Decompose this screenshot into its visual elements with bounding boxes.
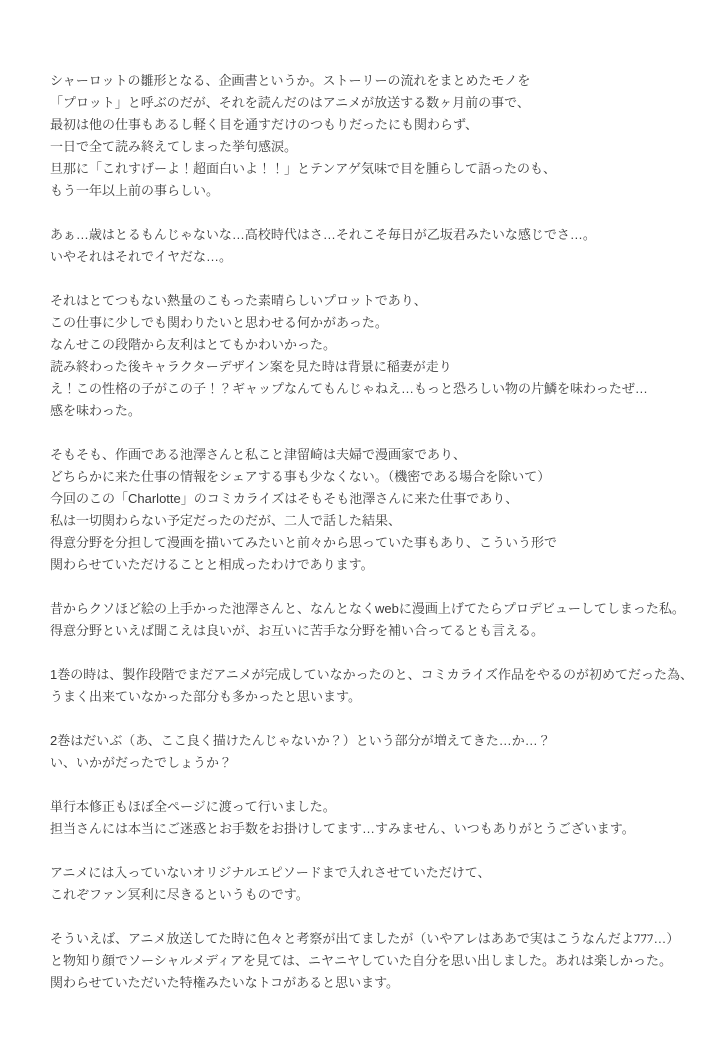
paragraph-9 — [50, 862, 666, 906]
text-line: い、いかがだったでしょうか？ — [50, 755, 233, 770]
paragraph-2 — [50, 224, 666, 268]
paragraph-4 — [50, 444, 666, 576]
text-line: 私は一切関わらない予定だったのだが、二人で話した結果、 — [50, 513, 402, 528]
text-line: うまく出来ていなかった部分も多かったと思います。 — [50, 689, 361, 704]
text-line: 読み終わった後キャラクターデザイン案を見た時は背景に稲妻が走り — [50, 359, 452, 374]
text-line: これぞファン冥利に尽きるというものです。 — [50, 887, 309, 902]
paragraph-6 — [50, 664, 694, 708]
text-line: 関わらせていただいた特権みたいなトコがあると思います。 — [50, 975, 400, 990]
paragraph-8 — [50, 796, 666, 840]
text-line: この仕事に少しでも関わりたいと思わせる何かがあった。 — [50, 315, 388, 330]
text-line: 最初は他の仕事もあるし軽く目を通すだけのつもりだったにも関わらず、 — [50, 117, 478, 132]
text-line: 昔からクソほど絵の上手かった池澤さんと、なんとなくwebに漫画上げてたらプロデビューしてしまった私。 — [50, 601, 685, 616]
text-line: 一日で全て読み終えてしまった挙句感涙。 — [50, 139, 298, 154]
text-line: 感を味わった。 — [50, 403, 141, 418]
text-line: そういえば、アニメ放送してた時に色々と考察が出てましたが（いやアレはああで実はこうなんだよﾌﾌﾌ…） — [50, 931, 680, 946]
text-line: どちらかに来た仕事の情報をシェアする事も少なくない。（機密である場合を除いて） — [50, 469, 551, 484]
text-line: シャーロットの雛形となる、企画書というか。ストーリーの流れをまとめたモノを — [50, 73, 531, 88]
paragraph-5 — [50, 598, 685, 642]
document-body — [50, 70, 694, 994]
paragraph-3 — [50, 290, 666, 422]
text-line: 単行本修正もほぼ全ページに渡って行いました。 — [50, 799, 336, 814]
text-line: それはとてつもない熱量のこもった素晴らしいプロットであり、 — [50, 293, 427, 308]
text-line: アニメには入っていないオリジナルエピソードまで入れさせていただけて、 — [50, 865, 491, 880]
text-line: いやそれはそれでイヤだな…。 — [50, 249, 233, 264]
text-line: 得意分野を分担して漫画を描いてみたいと前々から思っていた事もあり、こういう形で — [50, 535, 558, 550]
paragraph-10 — [50, 928, 680, 994]
text-line: 得意分野といえば聞こえは良いが、お互いに苦手な分野を補い合ってるとも言える。 — [50, 623, 545, 638]
text-line: 旦那に「これすげーよ！超面白いよ！！」とテンアゲ気味で目を腫らして語ったのも、 — [50, 161, 556, 176]
text-line: 担当さんには本当にご迷惑とお手数をお掛けしてます…すみません、いつもありがとうございます。 — [50, 821, 635, 836]
paragraph-1 — [50, 70, 666, 202]
text-line: 関わらせていただけることと相成ったわけであります。 — [50, 557, 374, 572]
text-line: もう一年以上前の事らしい。 — [50, 183, 220, 198]
text-line: そもそも、作画である池澤さんと私こと津留崎は夫婦で漫画家であり、 — [50, 447, 467, 462]
text-line: なんせこの段階から友利はとてもかわいかった。 — [50, 337, 337, 352]
text-line: 1巻の時は、製作段階でまだアニメが完成していなかったのと、コミカライズ作品をやるのが初めてだった為、 — [50, 667, 694, 682]
text-line: 「プロット」と呼ぶのだが、それを読んだのはアニメが放送する数ヶ月前の事で、 — [50, 95, 530, 110]
text-line: あぁ…歳はとるもんじゃないな…高校時代はさ…それこそ毎日が乙坂君みたいな感じでさ…。 — [50, 227, 596, 242]
text-line: え！この性格の子がこの子！？ギャップなんてもんじゃねえ…もっと恐ろしい物の片鱗を味わったぜ… — [50, 381, 648, 396]
text-line: 2巻はだいぶ（あ、ここ良く描けたんじゃないか？）という部分が増えてきた…か…？ — [50, 733, 551, 748]
text-line: 今回のこの「Charlotte」のコミカライズはそもそも池澤さんに来た仕事であり、 — [50, 491, 519, 506]
paragraph-7 — [50, 730, 666, 774]
text-line: と物知り顔でソーシャルメディアを見ては、ニヤニヤしていた自分を思い出しました。あれは楽しかった。 — [50, 953, 673, 968]
